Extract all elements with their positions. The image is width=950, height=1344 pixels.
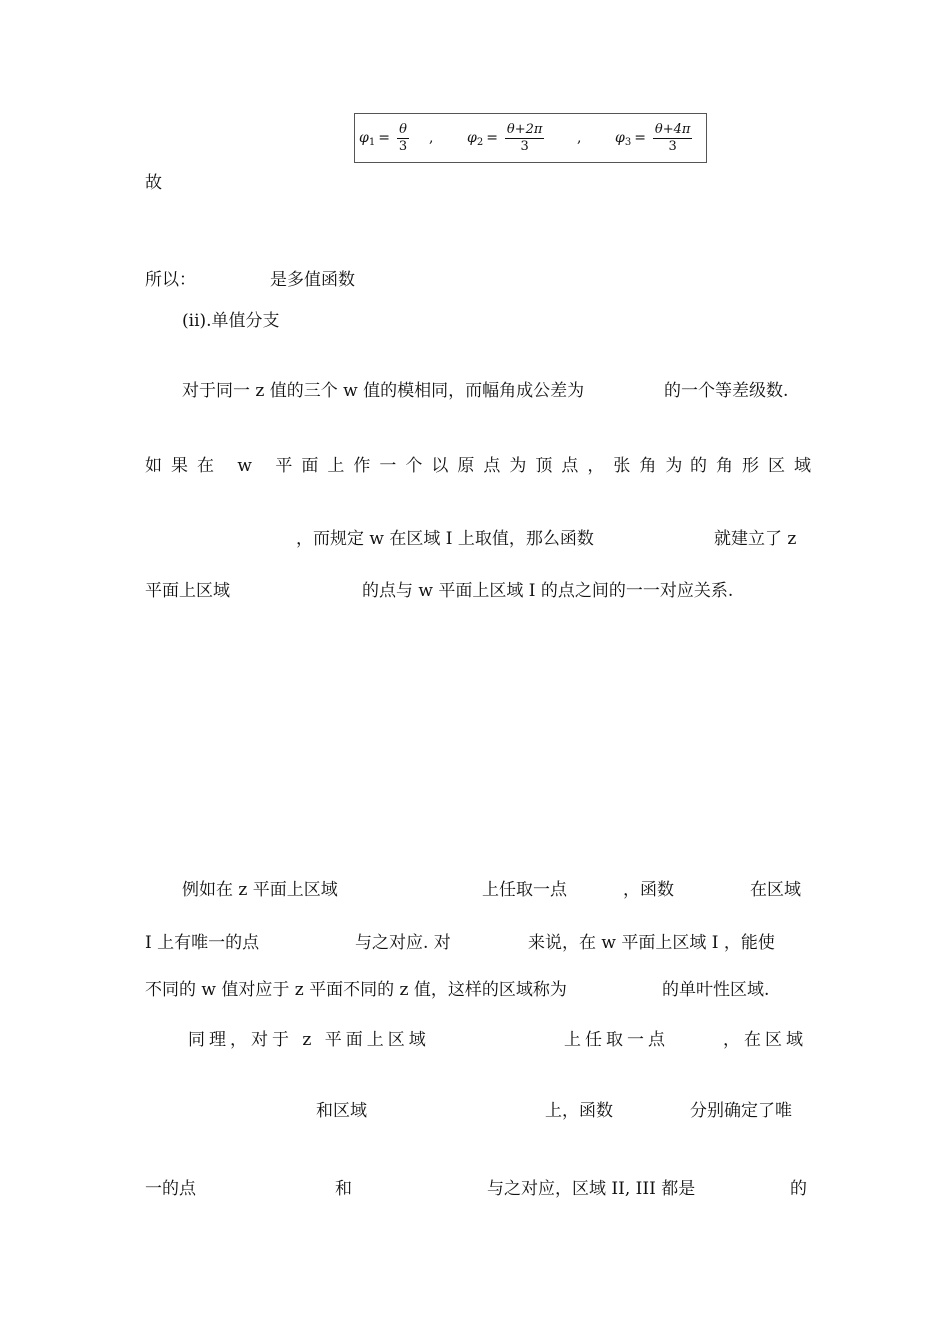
phi3-sub: 3 [624, 136, 632, 148]
formula-phi1 [359, 114, 409, 162]
text-p10-b: 和 [335, 1179, 352, 1199]
text-p2-a: 如果在 w 平面上作一个以原点为顶点，张角为 [145, 456, 692, 476]
phi1-symbol: φ [359, 130, 369, 146]
phi1-sub: 1 [368, 136, 376, 148]
text-p10-a: 一的点 [145, 1179, 196, 1199]
text-p6-c: 来说，在 w 平面上区域 I ，能使 [528, 933, 775, 953]
text-p5-d: 在区域 [750, 880, 801, 900]
formula-phi3 [615, 114, 692, 162]
text-p9-a: 和区域 [316, 1101, 367, 1121]
text-p1-b: 的一个等差级数. [664, 381, 789, 401]
phi2-denominator: 3 [520, 138, 529, 154]
text-p5-a: 例如在 z 平面上区域 [182, 880, 338, 900]
formula-phi2 [467, 114, 544, 162]
text-p3-b: 就建立了 z [714, 529, 797, 549]
phi3-equals: = [634, 130, 646, 146]
text-p6-b: 与之对应. 对 [355, 933, 451, 953]
text-p1-a: 对于同一 z 值的三个 w 值的模相同，而幅角成公差为 [182, 381, 585, 401]
phi3-fraction [653, 122, 693, 155]
text-p4-b: 的点与 w 平面上区域 I 的点之间的一一对应关系. [362, 581, 734, 601]
phi2-symbol: φ [467, 130, 477, 146]
text-p9-b: 上，函数 [545, 1101, 613, 1121]
formula-box [354, 113, 707, 163]
phi3-symbol: φ [615, 130, 625, 146]
text-p5-b: 上任取一点 [482, 880, 567, 900]
phi2-numerator: θ+2π [506, 121, 543, 137]
text-p7-a: 不同的 w 值对应于 z 平面不同的 z 值，这样的区域称为 [145, 980, 567, 1000]
phi3-numerator: θ+4π [654, 121, 691, 137]
text-suoyi: 所以： [145, 270, 196, 290]
phi2-equals: = [486, 130, 498, 146]
phi2-sub: 2 [476, 136, 484, 148]
text-p7-b: 的单叶性区域. [662, 980, 770, 1000]
text-p10-d: 的 [790, 1179, 807, 1199]
phi3-denominator: 3 [668, 138, 677, 154]
text-shi-duozhi: 是多值函数 [270, 270, 355, 290]
text-p3-a: ，而规定 w 在区域 I 上取值，那么函数 [296, 529, 594, 549]
text-p10-c: 与之对应，区域 II, III 都是 [487, 1179, 696, 1199]
text-p4-a: 平面上区域 [145, 581, 230, 601]
text-p9-c: 分别确定了唯 [690, 1101, 792, 1121]
text-p8-c: ，在区域 [723, 1030, 807, 1050]
text-gu: 故 [145, 173, 162, 193]
phi1-equals: = [378, 130, 390, 146]
text-p5-c: ，函数 [623, 880, 674, 900]
text-p2-b: 的角形区域 [690, 456, 820, 476]
text-p8-b: 上任取一点 [564, 1030, 669, 1050]
text-p8-a: 同理，对于 z 平面上区域 [188, 1030, 430, 1050]
phi1-fraction [397, 122, 409, 155]
phi2-fraction [505, 122, 545, 155]
phi1-numerator: θ [399, 121, 407, 137]
heading-single-valued-branch: (ii).单值分支 [182, 311, 280, 331]
phi1-denominator: 3 [398, 138, 408, 154]
formula-sep-1: , [429, 130, 434, 146]
text-p6-a: I 上有唯一的点 [145, 933, 260, 953]
formula-sep-2: , [577, 130, 582, 146]
